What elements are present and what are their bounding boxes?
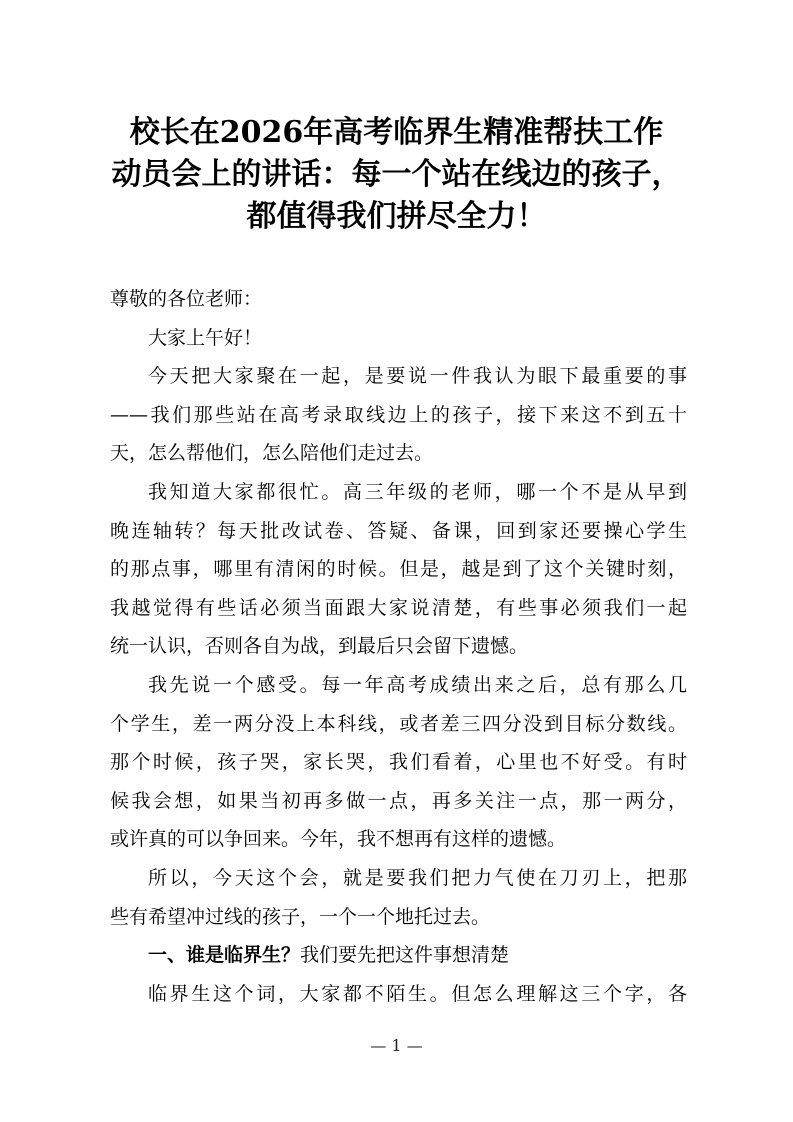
section-heading-line: [110, 936, 687, 975]
paragraph-line: 我知道大家都很忙。高三年级的老师，哪一个不是从早到: [148, 480, 687, 503]
paragraph-line: 统一认识，否则各自为战，到最后只会留下遗憾。: [110, 635, 529, 658]
paragraph-line: 的那点事，哪里有清闲的时候。但是，越是到了这个关键时刻，: [110, 558, 687, 581]
paragraph-line: 或许真的可以争回来。今年，我不想再有这样的遗憾。: [110, 828, 567, 851]
greeting: 大家上午好！: [148, 326, 263, 349]
paragraph-line: 天，怎么帮他们，怎么陪他们走过去。: [110, 442, 434, 465]
title-line: 都值得我们拼尽全力！: [246, 199, 547, 234]
section-heading-rest: 我们要先把这件事想清楚: [300, 944, 510, 967]
page-number: — 1 —: [370, 1036, 423, 1055]
paragraph-line: 临界生这个词，大家都不陌生。但怎么理解这三个字，各: [148, 982, 687, 1005]
paragraph-line: 些有希望冲过线的孩子，一个一个地托过去。: [110, 905, 491, 928]
document-body: [110, 280, 687, 1013]
paragraph-line: 今天把大家聚在一起，是要说一件我认为眼下最重要的事: [148, 365, 687, 388]
title-line: 动员会上的讲话：每一个站在线边的孩子，: [111, 157, 682, 192]
paragraph-line: ——我们那些站在高考录取线边上的孩子，接下来这不到五十: [110, 403, 687, 426]
paragraph-line: 晚连轴转？每天批改试卷、答疑、备课，回到家还要操心学生: [110, 519, 687, 542]
paragraph-line: 我越觉得有些话必须当面跟大家说清楚，有些事必须我们一起: [110, 596, 687, 619]
section-heading: 一、谁是临界生？: [148, 944, 301, 967]
title-line: 校长在2026年高考临界生精准帮扶工作: [129, 115, 664, 150]
paragraph-line: 个学生，差一两分没上本科线，或者差三四分没到目标分数线。: [110, 712, 687, 735]
document-title: [100, 112, 693, 238]
paragraph-line: 我先说一个感受。每一年高考成绩出来之后，总有那么几: [148, 673, 687, 696]
paragraph-line: 那个时候，孩子哭，家长哭，我们看着，心里也不好受。有时: [110, 751, 687, 774]
salutation: 尊敬的各位老师：: [110, 288, 263, 310]
paragraph-line: 所以，今天这个会，就是要我们把力气使在刀刃上，把那: [148, 866, 687, 889]
paragraph-line: 候我会想，如果当初再多做一点，再多关注一点，那一两分，: [110, 789, 687, 812]
